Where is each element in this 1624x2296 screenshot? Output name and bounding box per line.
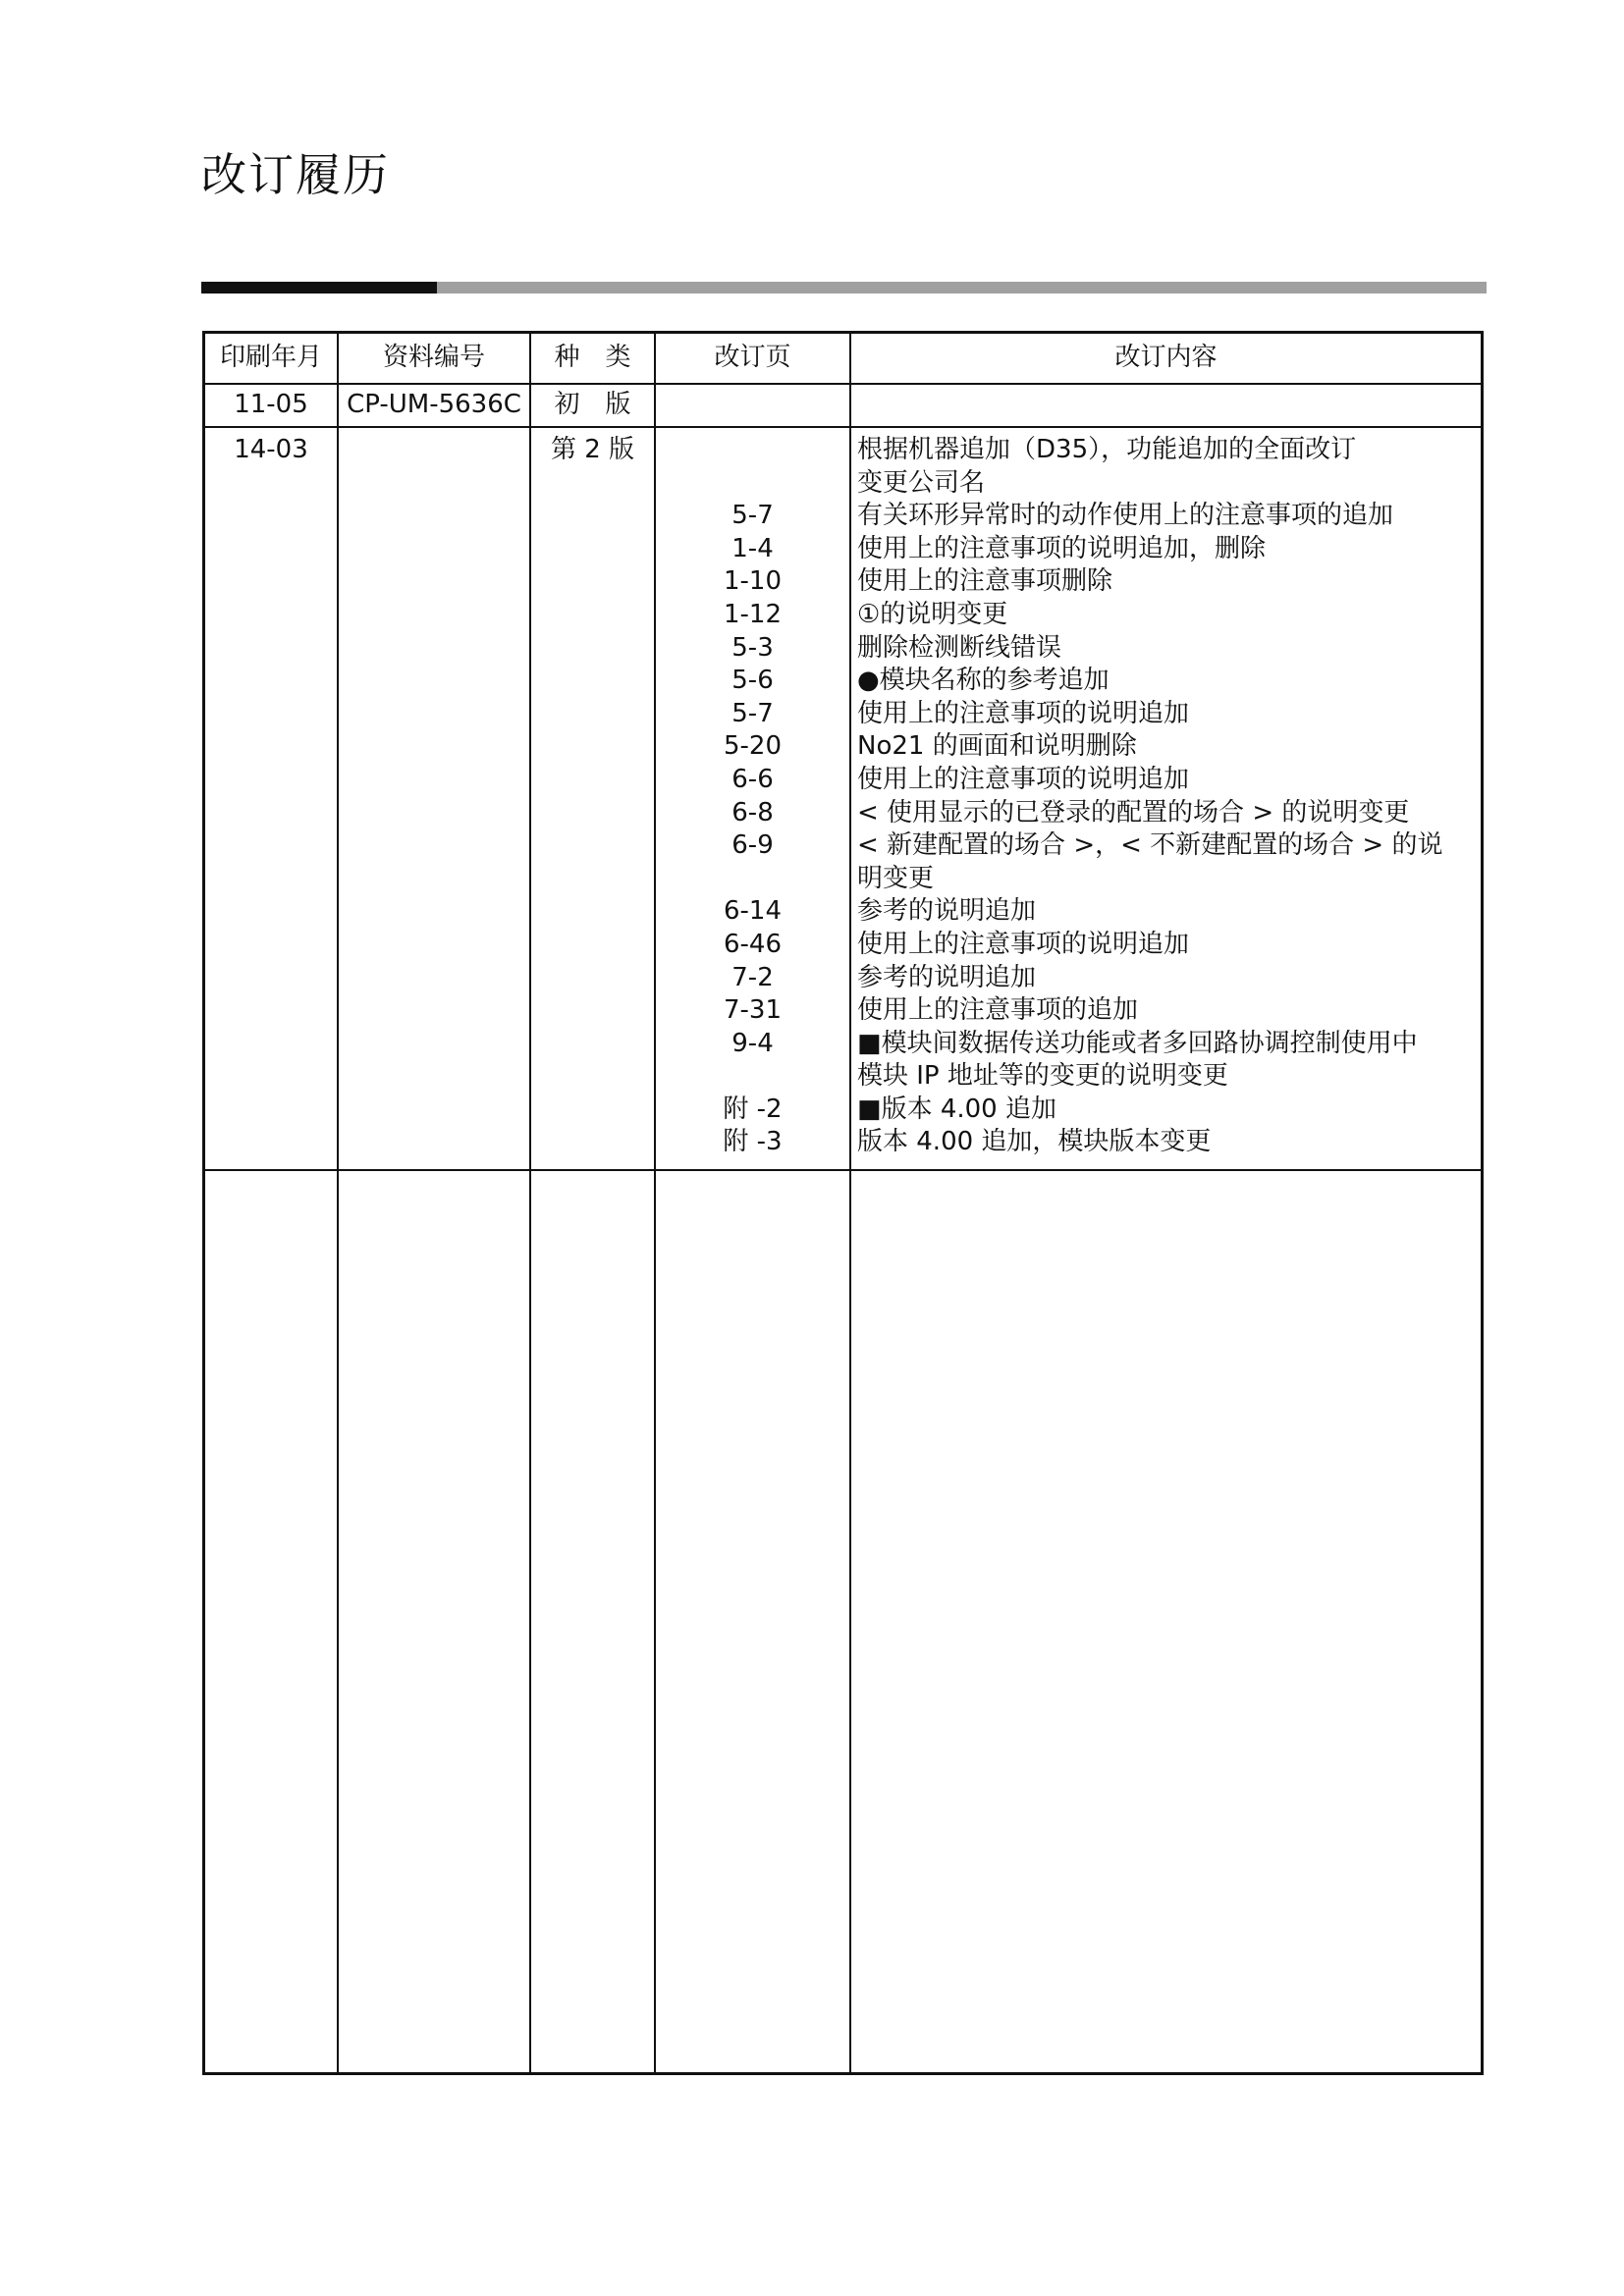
table-row <box>205 1171 1481 2072</box>
revised-page-number: 9-4 <box>731 1028 774 1058</box>
revised-page-number: 6-8 <box>731 797 774 828</box>
row-kind: 初 版 <box>531 385 656 426</box>
header-print-date: 印刷年月 <box>205 334 339 383</box>
page-title: 改订履历 <box>201 148 390 201</box>
revision-content-line: 使用上的注意事项删除 <box>857 566 1113 597</box>
row-document-number <box>339 1171 531 2072</box>
row-revision-content <box>851 385 1481 426</box>
row-revision-content <box>851 428 1481 1169</box>
revision-content-line: 使用上的注意事项的追加 <box>857 995 1139 1026</box>
revised-page-number: 5-6 <box>731 666 774 696</box>
revision-content-line: No21 的画面和说明删除 <box>857 731 1137 762</box>
revision-content-line: ■模块间数据传送功能或者多回路协调控制使用中 <box>857 1028 1418 1058</box>
print-date-text: 14-03 <box>234 435 308 464</box>
revised-page-number: 附 -3 <box>723 1127 783 1157</box>
row-print-date: 11-05 <box>205 385 339 426</box>
revision-content-line: < 使用显示的已登录的配置的场合 > 的说明变更 <box>857 797 1410 828</box>
row-kind <box>531 1171 656 2072</box>
title-rule-grey <box>437 282 1487 294</box>
revised-page-number: 1-4 <box>731 533 774 563</box>
revision-content-line: < 新建配置的场合 >，< 不新建配置的场合 > 的说 <box>857 830 1443 861</box>
row-revised-pages <box>656 1171 851 2072</box>
revised-page-number <box>656 467 849 501</box>
revised-page-number: 6-6 <box>731 764 774 794</box>
revision-history-table <box>202 331 1484 2075</box>
revised-page-number: 5-20 <box>723 731 782 762</box>
row-document-number <box>339 428 531 1169</box>
revision-content-line: ●模块名称的参考追加 <box>857 666 1110 696</box>
revised-page-number: 7-31 <box>723 995 782 1026</box>
revised-page-number <box>656 863 849 896</box>
revision-content-line: 使用上的注意事项的说明追加 <box>857 764 1190 794</box>
revision-content-line: 变更公司名 <box>857 467 986 498</box>
revised-page-number: 5-3 <box>731 632 774 663</box>
revised-page-number: 5-7 <box>731 698 774 728</box>
header-kind: 种 类 <box>531 334 656 383</box>
table-row <box>205 385 1481 428</box>
table-row <box>205 428 1481 1171</box>
row-revised-pages <box>656 428 851 1169</box>
revised-page-number: 1-10 <box>723 566 782 597</box>
revision-content-line: 明变更 <box>857 863 935 893</box>
row-document-number: CP-UM-5636C <box>339 385 531 426</box>
row-revised-pages <box>656 385 851 426</box>
revised-page-number: 6-46 <box>723 929 782 959</box>
title-rule-dark <box>201 282 437 294</box>
revised-page-number: 6-9 <box>731 830 774 861</box>
row-print-date <box>205 1171 339 2072</box>
row-revision-content <box>851 1171 1481 2072</box>
revision-content-line: 参考的说明追加 <box>857 896 1037 927</box>
revised-page-number <box>656 1060 849 1094</box>
revision-content-line: 使用上的注意事项的说明追加 <box>857 929 1190 959</box>
revision-content-line: 参考的说明追加 <box>857 962 1037 992</box>
header-revision-content: 改订内容 <box>1114 343 1218 372</box>
revision-content-line: ①的说明变更 <box>857 599 1008 629</box>
revision-content-line: ■版本 4.00 追加 <box>857 1094 1056 1124</box>
revised-page-number: 附 -2 <box>723 1094 783 1124</box>
header-revised-pages: 改订页 <box>656 334 851 383</box>
revision-content-line: 删除检测断线错误 <box>857 632 1062 663</box>
revision-content-line: 模块 IP 地址等的变更的说明变更 <box>857 1061 1228 1092</box>
revised-page-number: 7-2 <box>731 962 774 992</box>
revision-content-line: 有关环形异常时的动作使用上的注意事项的追加 <box>857 501 1394 531</box>
header-document-number: 资料编号 <box>339 334 531 383</box>
revised-page-number: 1-12 <box>723 599 782 629</box>
row-print-date <box>205 428 339 1169</box>
revised-page-number: 6-14 <box>723 896 782 927</box>
row-kind <box>531 428 656 1169</box>
kind-text: 第 2 版 <box>550 435 635 464</box>
revision-content-line: 根据机器追加（D35），功能追加的全面改订 <box>857 435 1357 464</box>
revision-content-line: 版本 4.00 追加，模块版本变更 <box>857 1127 1212 1157</box>
table-header-row <box>205 334 1481 385</box>
revised-page-number: 5-7 <box>731 501 774 531</box>
revised-page-number <box>656 434 849 467</box>
revision-content-line: 使用上的注意事项的说明追加 <box>857 698 1190 728</box>
revision-content-line: 使用上的注意事项的说明追加，删除 <box>857 533 1267 563</box>
